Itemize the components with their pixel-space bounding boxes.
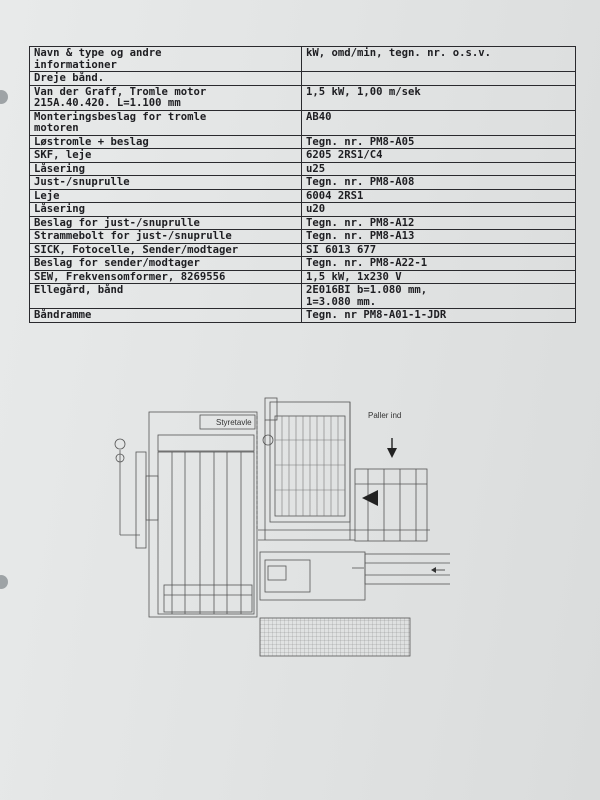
item-spec-cell: 6004 2RS1 <box>302 189 576 203</box>
table-row <box>30 203 576 217</box>
belt-conveyor <box>365 554 450 584</box>
table-row <box>30 149 576 163</box>
item-spec-cell: u20 <box>302 203 576 217</box>
item-description-cell: Løstromle + beslag <box>30 135 302 149</box>
item-description-cell: SKF, leje <box>30 149 302 163</box>
item-description-cell: Låsering <box>30 162 302 176</box>
table-row <box>30 85 576 110</box>
item-spec-cell <box>302 72 576 86</box>
item-spec-cell: SI 6013 677 <box>302 243 576 257</box>
item-spec-cell: AB40 <box>302 110 576 135</box>
table-row <box>30 270 576 284</box>
label-paller-ind: Paller ind <box>368 411 402 420</box>
item-description-cell: SICK, Fotocelle, Sender/modtager <box>30 243 302 257</box>
item-spec-cell: u25 <box>302 162 576 176</box>
spec-table <box>29 46 576 323</box>
item-spec-cell: kW, omd/min, tegn. nr. o.s.v. <box>302 47 576 72</box>
punch-hole <box>0 575 8 589</box>
table-row <box>30 257 576 271</box>
item-spec-cell: 2E016BI b=1.080 mm, 1=3.080 mm. <box>302 284 576 309</box>
item-spec-cell: Tegn. nr. PM8-A05 <box>302 135 576 149</box>
item-description-cell: SEW, Frekvensomformer, 8269556 <box>30 270 302 284</box>
item-description-cell: Ellegård, bånd <box>30 284 302 309</box>
table-row <box>30 162 576 176</box>
item-spec-cell: Tegn. nr. PM8-A22-1 <box>302 257 576 271</box>
item-description-cell: Dreje bånd. <box>30 72 302 86</box>
item-description-cell: Strammebolt for just-/snuprulle <box>30 230 302 244</box>
punch-hole <box>0 90 8 104</box>
item-spec-cell: Tegn. nr. PM8-A12 <box>302 216 576 230</box>
left-arrow-icon <box>362 490 378 506</box>
item-spec-cell: Tegn. nr. PM8-A13 <box>302 230 576 244</box>
down-arrow-icon <box>387 448 397 458</box>
item-spec-cell: Tegn. nr. PM8-A08 <box>302 176 576 190</box>
table-row <box>30 135 576 149</box>
table-row <box>30 243 576 257</box>
item-spec-cell: 1,5 kW, 1x230 V <box>302 270 576 284</box>
table-row <box>30 47 576 72</box>
item-description-cell: Navn & type og andre informationer <box>30 47 302 72</box>
small-left-arrow-icon <box>431 567 436 573</box>
item-description-cell: Just-/snuprulle <box>30 176 302 190</box>
item-spec-cell: Tegn. nr PM8-A01-1-JDR <box>302 309 576 323</box>
table-row <box>30 110 576 135</box>
table-row <box>30 72 576 86</box>
item-spec-cell: 6205 2RS1/C4 <box>302 149 576 163</box>
table-row <box>30 230 576 244</box>
item-description-cell: Låsering <box>30 203 302 217</box>
table-row <box>30 189 576 203</box>
item-description-cell: Båndramme <box>30 309 302 323</box>
turn-table <box>260 552 365 600</box>
machine-layout-drawing <box>100 380 450 665</box>
item-description-cell: Beslag for sender/modtager <box>30 257 302 271</box>
layout-svg <box>100 380 450 665</box>
floor-pad <box>260 618 410 656</box>
table-row <box>30 309 576 323</box>
table-row <box>30 284 576 309</box>
table-row <box>30 176 576 190</box>
item-spec-cell: 1,5 kW, 1,00 m/sek <box>302 85 576 110</box>
item-description-cell: Van der Graff, Tromle motor 215A.40.420. L=1.100 mm <box>30 85 302 110</box>
item-description-cell: Leje <box>30 189 302 203</box>
table-row <box>30 216 576 230</box>
item-description-cell: Beslag for just-/snuprulle <box>30 216 302 230</box>
item-description-cell: Monteringsbeslag for tromle motoren <box>30 110 302 135</box>
label-styretavle: Styretavle <box>216 418 252 427</box>
